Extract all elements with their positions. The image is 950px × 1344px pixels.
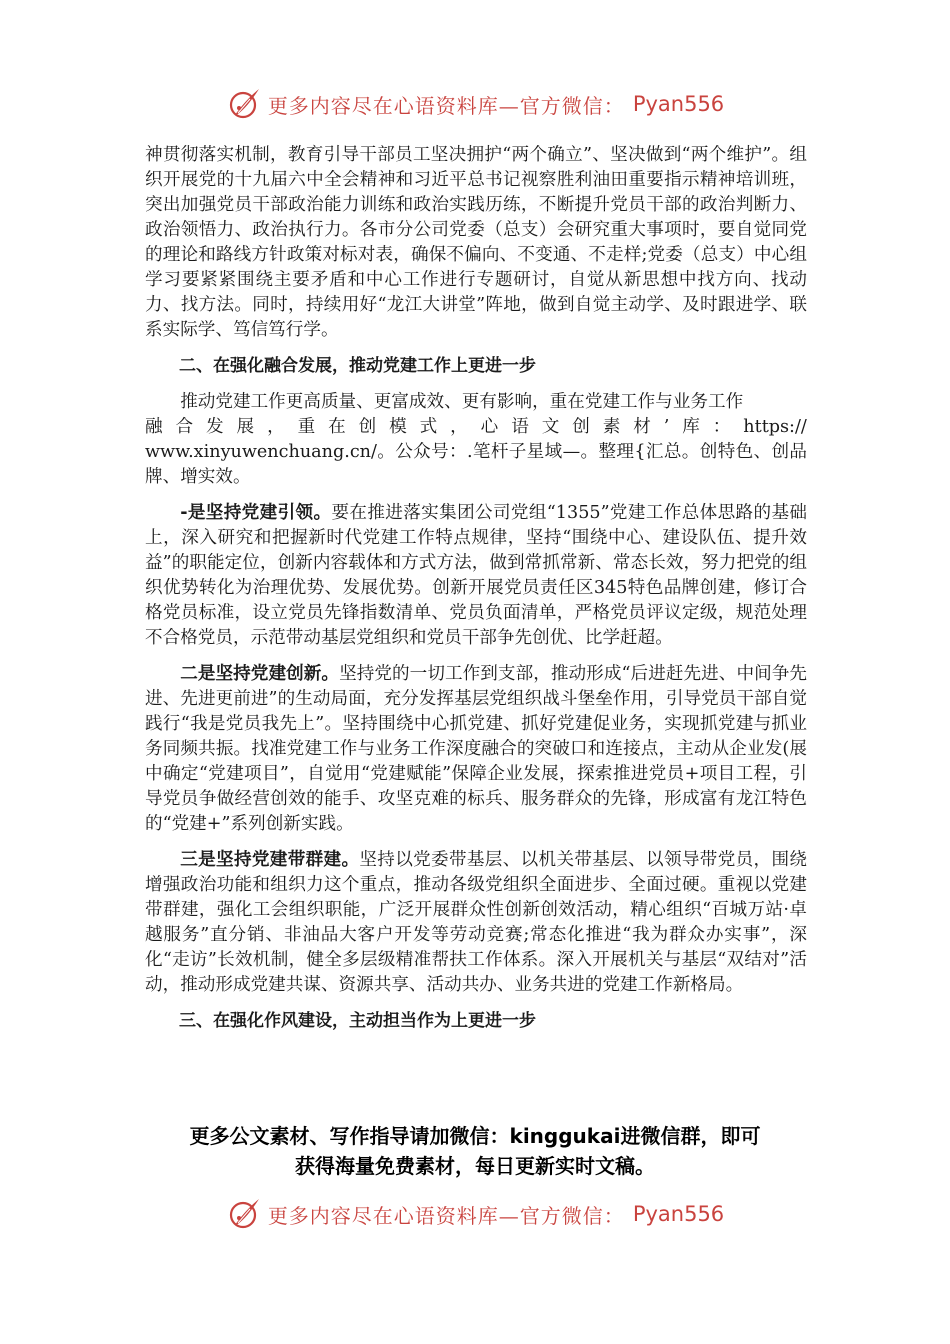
paragraph-leadership [145,501,807,651]
spread-char: 在 [328,417,346,437]
spread-char: 素 [602,417,621,437]
paragraph-text: 坚持党的一切工作到支部，推动形成“后进赶先进、中间争先进、先进更前进”的生动局面，充分发挥基层党组织战斗堡垒作用，引导党员干部自觉践行“我是党员我先上”。坚持围绕中心抓党建、抓好党建促业务，实现抓党建与抓业务同频共振。找准党建工作与业务工作深度融合的突破口和连接点，主动从企业发(展中确定“党建项目”，自觉用“党建赋能”保障企业发展，探索推进党员+项目工程，引导党员争做经营创效的能手、攻坚克难的标兵、服务群众的先锋，形成富有龙江特色的“党建+”系列创新实践。 [145,664,807,834]
watermark-wechat-id: Pyan556 [632,92,725,116]
spread-char: 语 [511,417,529,437]
spread-char: 发 [206,417,224,437]
spread-char: https:// [743,417,807,437]
spread-char: 式 [419,417,438,437]
spread-char: 重 [297,417,316,437]
paragraph-innovation [145,662,807,837]
spread-char: 心 [480,417,499,437]
paragraph-lead: 三是坚持党建带群建。 [180,850,360,870]
spread-char: ， [450,417,468,437]
spread-char: ： [712,417,731,437]
spread-char: 创 [572,417,590,437]
paragraph-continued: 神贯彻落实机制，教育引导干部员工坚决拥护“两个确立”、坚决做到“两个维护”。组织开展党的十九届六中全会精神和习近平总书记视察胜利油田重要指示精神培训班，突出加强党员干部政治能力训练和政治实践历练，不断提升党员干部的政治判断力、政治领悟力、政治执行力。各市分公司党委（总支）会研究重大事项时，要自觉同党的理论和路线方针政策对标对表，确保不偏向、不变通、不走样;党委（总支）中心组学习要紧紧围绕主要矛盾和中心工作进行专题研讨，自觉从新思想中找方向、找动力、找方法。同时，持续用好“龙江大讲堂”阵地，做到自觉主动学、及时跟进学、联系实际学、笃信笃行学。 [145,145,807,340]
promo-notice [120,1121,830,1181]
spread-char: ， [267,417,285,437]
watermark-text: 更多内容尽在心语资料库—官方微信： [267,93,625,118]
promo-notice-line1: 更多公文素材、写作指导请加微信：kinggukai进微信群，即可 [189,1124,761,1148]
quill-pen-circle-icon [226,1196,262,1232]
section-heading-2: 二、在强化融合发展，推动党建工作上更进一步 [179,356,536,376]
spread-char: 模 [389,417,407,437]
article-body [145,143,807,1034]
paragraph-lead: -是坚持党建引领。 [180,503,332,523]
spread-char: 库 [682,417,700,437]
paragraph-text: 坚持以党委带基层、以机关带基层、以领导带党员，围绕增强政治功能和组织力这个重点，推动各级党组织全面进步、全面过硬。重视以党建带群建，强化工会组织职能，广泛开展群众性创新创效活动，精心组织“百城万站·卓越服务”直分销、非油品大客户开发等劳动竞赛;常态化推进“我为群众办实事”，深化“走访”长效机制，健全多层级精准帮扶工作体系。深入开展机关与基层“双结对”活动，推动形成党建共谋、资源共享、活动共办、业务共进的党建工作新格局。 [145,850,807,995]
spread-char: 展 [236,417,255,437]
paragraph-fusion-rest: www.xinyuwenchuang.cn/。公众号：.笔杆子星域—。整理{汇总。创特色、创品牌、增实效。 [145,442,807,487]
header-watermark [0,86,950,122]
paragraph-lead: 二是坚持党建创新。 [180,664,340,684]
spread-char: ’ [663,417,670,437]
paragraph-mass-organizations [145,848,807,998]
watermark-wechat-id: Pyan556 [632,1202,725,1226]
watermark-text: 更多内容尽在心语资料库—官方微信： [267,1203,625,1228]
footer-watermark [0,1196,950,1232]
quill-pen-circle-icon [226,86,262,122]
spread-char: 创 [358,417,377,437]
paragraph-fusion [145,390,807,490]
paragraph-text: 要在推进落实集团公司党组“1355”党建工作总体思路的基础上，深入研究和把握新时代党建工作特点规律，坚持“围绕中心、建设队伍、提升效益”的职能定位，创新内容载体和方式方法，做到常抓常新、常态长效，努力把党的组织优势转化为治理优势、发展优势。创新开展党员责任区345特色品牌创建，修订合格党员标准，设立党员先锋指数清单、党员负面清单，严格党员评议定级，规范处理不合格党员，示范带动基层党组织和党员干部争先创优、比学赶超。 [145,503,807,648]
spread-char: 合 [175,417,194,437]
promo-notice-line2: 获得海量免费素材，每日更新实时文稿。 [295,1154,655,1178]
paragraph-fusion-line1: 推动党建工作更高质量、更富成效、更有影响，重在党建工作与业务工作 [180,392,744,412]
spread-char: 文 [541,417,560,437]
paragraph-fusion-line2 [145,415,807,440]
spread-char: 融 [145,417,163,437]
spread-char: 材 [633,417,651,437]
section-heading-3: 三、在强化作风建设，主动担当作为上更进一步 [179,1011,536,1031]
